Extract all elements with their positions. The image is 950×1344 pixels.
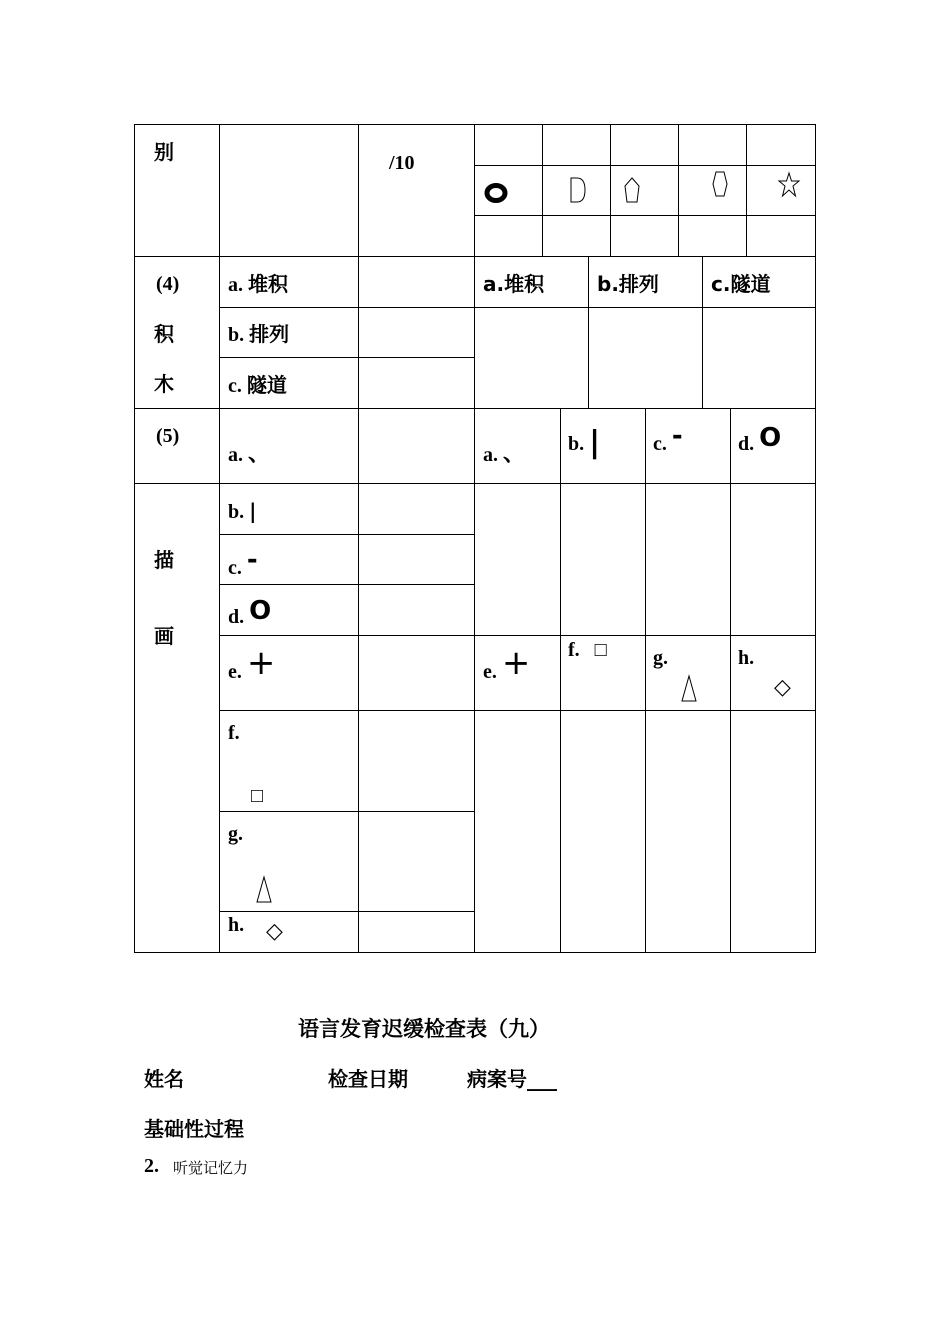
name-label: 姓名	[144, 1067, 184, 1091]
item-letter: b.	[228, 324, 245, 346]
item-letter: a.	[228, 274, 243, 296]
draw-item-b	[228, 499, 256, 524]
circle-mark: O	[249, 596, 272, 626]
hexagon-icon	[711, 170, 729, 198]
item-text: 听觉记忆力	[173, 1159, 249, 1177]
item-letter: c.	[228, 557, 242, 579]
right-item-b	[568, 425, 601, 460]
draw-item-a	[228, 443, 270, 467]
circle-mark: O	[759, 423, 782, 453]
item-letter: c.	[228, 375, 242, 397]
triangle-icon	[255, 876, 273, 904]
item-number: 2.	[144, 1155, 159, 1177]
item-letter: f.	[568, 639, 580, 661]
draw-item-h	[228, 913, 244, 937]
right-item-e	[483, 643, 531, 684]
item-letter: e.	[228, 661, 242, 683]
diamond-mark: ◇	[774, 675, 791, 700]
dot-mark: 、	[248, 442, 271, 467]
right-header-b: b.排列	[597, 272, 659, 296]
vertical-line-mark: |	[589, 425, 601, 460]
item-letter: h.	[228, 914, 245, 936]
category-char-2: 木	[154, 372, 174, 396]
item-text: 隧道	[246, 373, 287, 397]
star-icon	[778, 172, 800, 198]
horizontal-line-mark: -	[671, 421, 683, 451]
item-letter: c.	[653, 433, 667, 455]
right-header-a: a.堆积	[483, 272, 545, 296]
draw-item-d	[228, 596, 272, 629]
form-title: 语言发育迟缓检查表（九）	[298, 1017, 550, 1041]
right-item-f	[568, 638, 607, 662]
item-letter: a.	[483, 444, 498, 466]
item-text: 排列	[249, 322, 290, 346]
item-letter: d.	[228, 606, 245, 628]
item-letter: b.	[568, 433, 585, 455]
draw-item-c	[228, 545, 258, 580]
item-letter: a.	[228, 444, 243, 466]
right-item-d	[738, 423, 782, 456]
category-label: 别	[154, 140, 174, 164]
item-letter: d.	[738, 433, 755, 455]
item-c-tunnel	[228, 373, 287, 398]
diamond-mark: ◇	[266, 919, 283, 944]
cross-mark: +	[501, 643, 531, 683]
case-number-label: 病案号___	[467, 1067, 557, 1091]
triangle-icon	[680, 675, 698, 703]
item-text: 堆积	[248, 272, 288, 296]
pentagon-icon	[623, 176, 641, 204]
draw-item-f-letter: f.	[228, 722, 240, 744]
item-letter: b.	[228, 501, 245, 523]
horizontal-line-mark: -	[246, 545, 258, 575]
right-item-c	[653, 421, 683, 456]
vertical-line-mark: |	[249, 499, 257, 523]
category-char-1: 积	[154, 322, 174, 346]
dot-mark: 、	[503, 442, 526, 467]
circle-icon	[484, 181, 510, 203]
draw-item-g-letter: g.	[228, 823, 243, 845]
right-item-g-letter: g.	[653, 647, 668, 669]
item-a-stacking	[228, 272, 288, 297]
category-number-5: (5)	[156, 425, 180, 447]
d-shape-icon	[569, 176, 587, 204]
square-mark: □	[594, 639, 607, 661]
item-letter: e.	[483, 661, 497, 683]
date-label: 检查日期	[328, 1067, 408, 1091]
score-label: /10	[389, 152, 415, 174]
right-item-h-letter: h.	[738, 647, 755, 669]
item-b-arrange	[228, 322, 289, 347]
right-header-c: c.隧道	[711, 272, 771, 296]
square-mark: □	[251, 785, 264, 807]
category-char-1: 描	[154, 548, 174, 572]
cross-mark: +	[246, 643, 276, 683]
category-char-2: 画	[154, 624, 174, 648]
section-heading: 基础性过程	[144, 1117, 244, 1141]
category-number-4: (4)	[156, 273, 180, 295]
draw-item-e	[228, 643, 276, 684]
right-item-a	[483, 443, 525, 467]
